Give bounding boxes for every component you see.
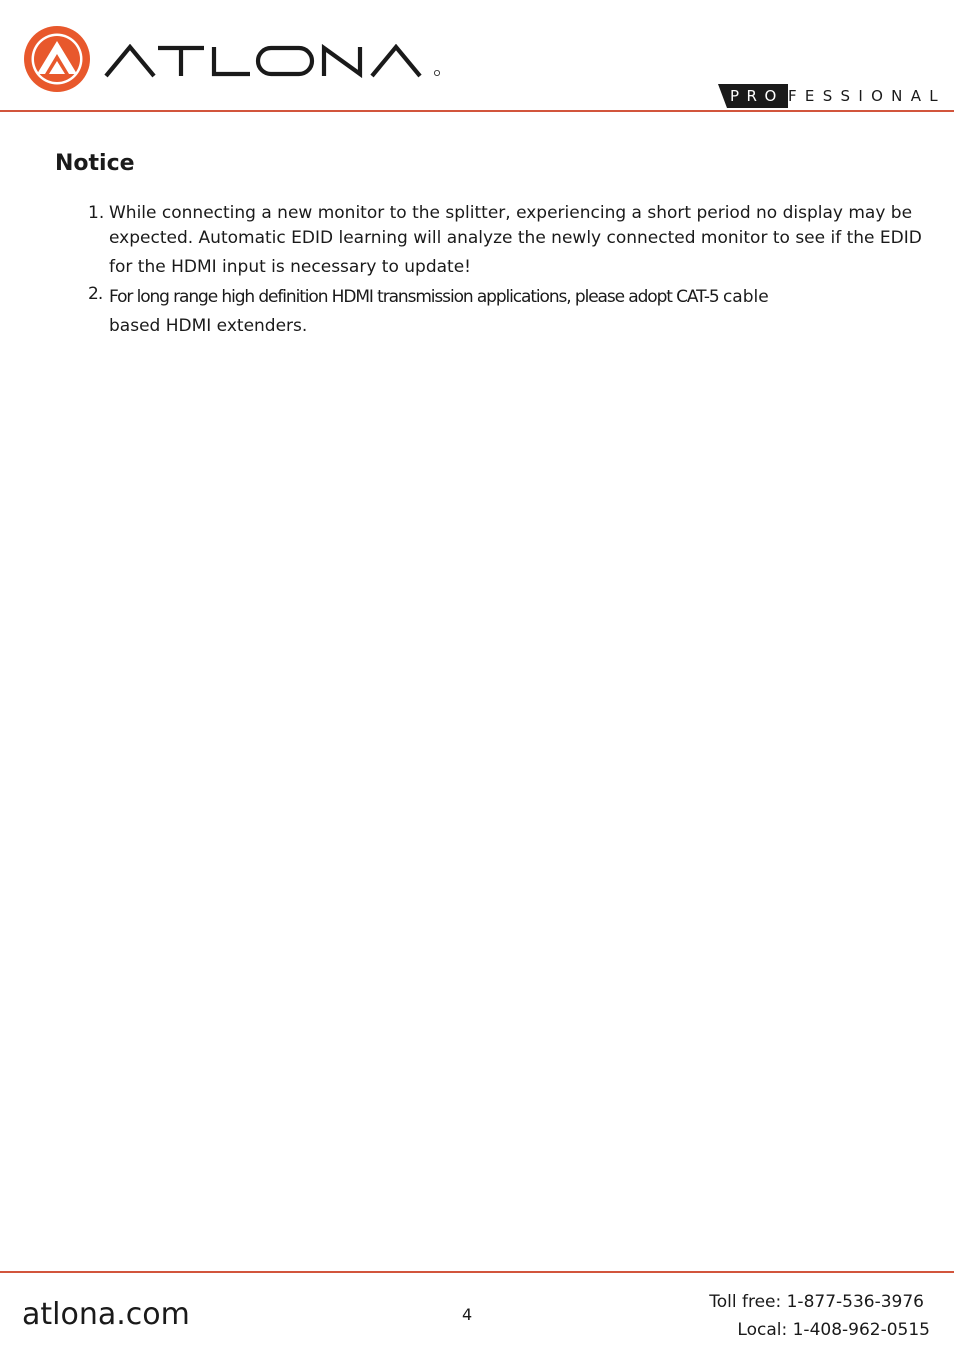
notice-line bbox=[109, 284, 908, 313]
notice-line: based HDMI extenders. bbox=[109, 316, 308, 336]
list-number: 1. bbox=[88, 203, 105, 223]
local-phone: Local: 1-408-962-0515 bbox=[737, 1320, 930, 1340]
notice-line: While connecting a new monitor to the splitter, experiencing a short period no display may be bbox=[109, 203, 913, 223]
badge-prefix: PRO bbox=[730, 87, 784, 105]
contact-info bbox=[709, 1288, 930, 1344]
page-number: 4 bbox=[462, 1305, 473, 1324]
atlona-logo-icon bbox=[22, 24, 92, 94]
atlona-wordmark bbox=[104, 44, 444, 78]
badge-suffix: FESSIONAL bbox=[788, 87, 946, 105]
toll-free-phone: Toll free: 1-877-536-3976 bbox=[709, 1292, 924, 1312]
page-header bbox=[0, 0, 954, 114]
header-divider bbox=[0, 110, 954, 112]
notice-line: expected. Automatic EDID learning will analyze the newly connected monitor to see if the EDID bbox=[109, 228, 922, 248]
list-number: 2. bbox=[88, 284, 103, 304]
website-url: atlona.com bbox=[22, 1297, 190, 1332]
footer-divider bbox=[0, 1271, 954, 1273]
section-title: Notice bbox=[55, 151, 135, 176]
notice-line-text: For long range high definition HDMI transmission applications, please adopt CAT-5 bbox=[109, 287, 719, 307]
notice-list bbox=[88, 200, 922, 343]
notice-item-1 bbox=[88, 200, 922, 284]
professional-badge bbox=[718, 84, 954, 108]
notice-item-2 bbox=[88, 284, 908, 343]
notice-line-text: cable bbox=[722, 287, 769, 307]
notice-line: for the HDMI input is necessary to update! bbox=[109, 257, 471, 277]
